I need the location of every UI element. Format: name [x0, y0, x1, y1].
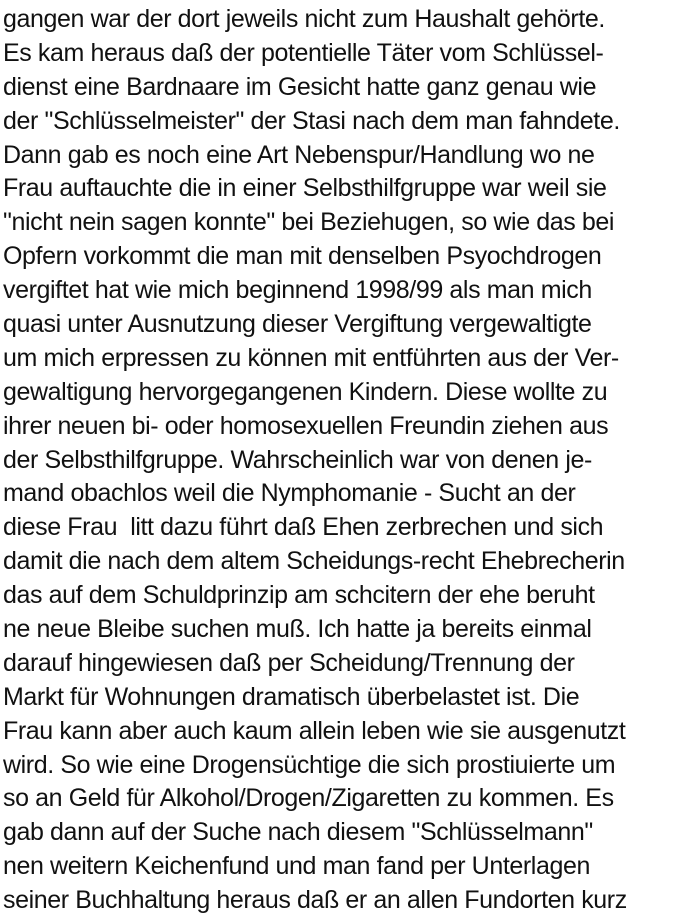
text-line: dienst eine Bardnaare im Gesicht hatte ganz genau wie [3, 72, 597, 101]
text-line: damit die nach dem altem Scheidungs-recht Ehebrecherin [3, 547, 625, 576]
text-line: "nicht nein sagen konnte" bei Beziehugen, so wie das bei [3, 208, 615, 237]
text-line: mand obachlos weil die Nymphomanie - Sucht an der [3, 479, 576, 508]
text-line: diese Frau litt dazu führt daß Ehen zerbrechen und sich [3, 513, 604, 542]
text-line: so an Geld für Alkohol/Drogen/Zigaretten zu kommen. Es [3, 784, 614, 813]
text-line: Es kam heraus daß der potentielle Täter vom Schlüssel- [3, 38, 604, 67]
text-line: gewaltigung hervorgegangenen Kindern. Diese wollte zu [3, 377, 608, 406]
text-line: nen weitern Keichenfund und man fand per Unterlagen [3, 852, 590, 881]
text-line: der "Schlüsselmeister" der Stasi nach dem man fahndete. [3, 106, 620, 135]
text-line: ihrer neuen bi- oder homosexuellen Freundin ziehen aus [3, 411, 609, 440]
text-line: wird. So wie eine Drogensüchtige die sich prostiuierte um [3, 750, 616, 779]
text-line: gab dann auf der Suche nach diesem "Schlüsselmann" [3, 818, 593, 847]
text-line: um mich erpressen zu können mit entführten aus der Ver- [3, 343, 619, 372]
text-line: quasi unter Ausnutzung dieser Vergiftung vergewaltigte [3, 310, 592, 339]
text-line: Markt für Wohnungen dramatisch überbelastet ist. Die [3, 682, 580, 711]
text-line: gangen war der dort jeweils nicht zum Haushalt gehörte. [3, 5, 605, 33]
text-line: Frau auftauchte die in einer Selbsthilfgruppe war weil sie [3, 174, 607, 203]
text-line: Opfern vorkommt die man mit denselben Psyochdrogen [3, 242, 602, 271]
text-line: darauf hingewiesen daß per Scheidung/Trennung der [3, 648, 575, 677]
text-line: ne neue Bleibe suchen muß. Ich hatte ja bereits einmal [3, 615, 592, 644]
text-line: der Selbsthilfgruppe. Wahrscheinlich war von denen je- [3, 445, 592, 474]
text-line: Frau kann aber auch kaum allein leben wie sie ausgenutzt [3, 716, 626, 745]
text-line: seiner Buchhaltung heraus daß er an allen Fundorten kurz [3, 886, 627, 915]
text-line: vergiftet hat wie mich beginnend 1998/99 als man mich [3, 276, 592, 305]
text-line: Dann gab es noch eine Art Nebenspur/Handlung wo ne [3, 140, 595, 169]
text-line: das auf dem Schuldprinzip am schcitern der ehe beruht [3, 581, 595, 610]
